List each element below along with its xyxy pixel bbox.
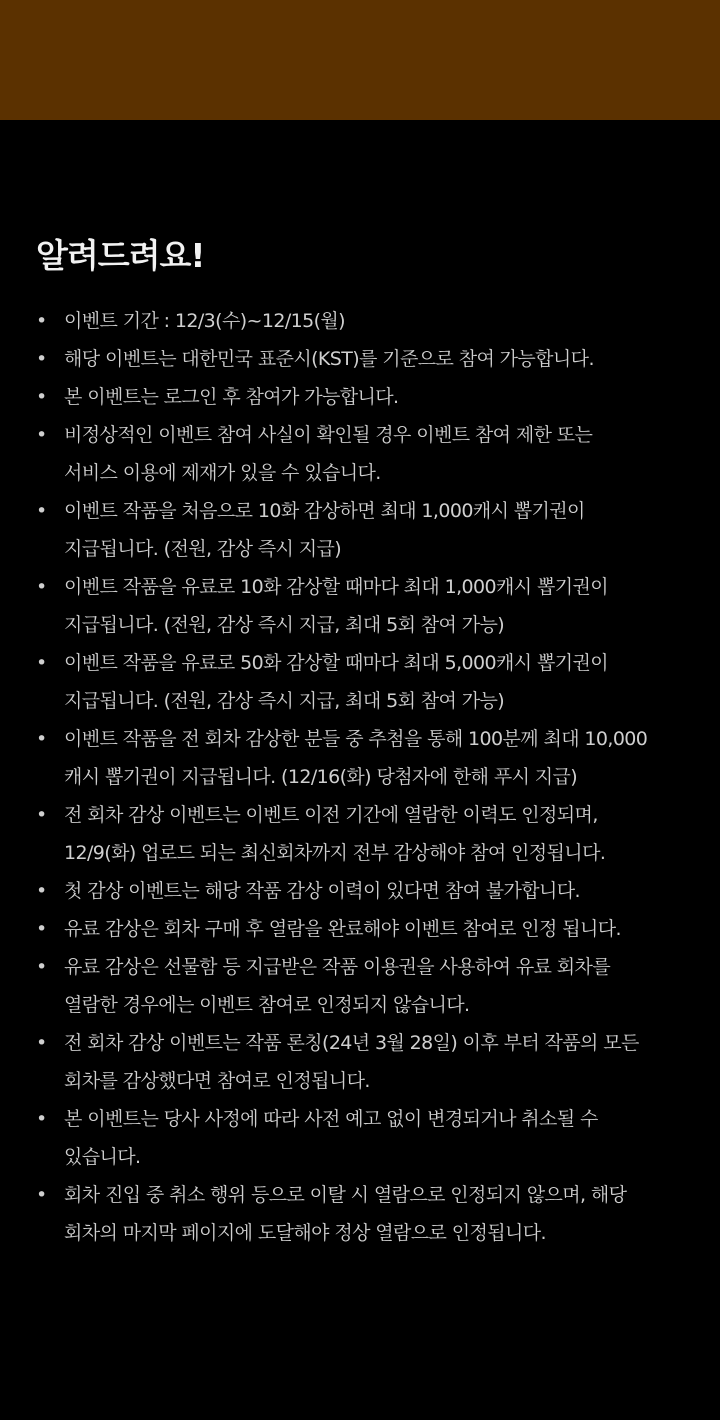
notice-item-text: 캐시 뽑기권이 지급됩니다. (12/16(화) 당첨자에 한해 푸시 지급) [64, 766, 578, 788]
bullet-icon: • [36, 310, 47, 332]
notice-item-text: 열람한 경우에는 이벤트 참여로 인정되지 않습니다. [64, 994, 470, 1016]
bullet-icon: • [36, 652, 47, 674]
notice-list [0, 302, 720, 1252]
notice-list-item [0, 1024, 720, 1100]
notice-item-text: 12/9(화) 업로드 되는 최신회차까지 전부 감상해야 참여 인정됩니다. [64, 842, 606, 864]
notice-list-item [0, 1176, 720, 1252]
notice-item-text: 비정상적인 이벤트 참여 사실이 확인될 경우 이벤트 참여 제한 또는 [64, 424, 593, 446]
notice-list-item [0, 644, 720, 720]
notice-item-text: 본 이벤트는 당사 사정에 따라 사전 예고 없이 변경되거나 취소될 수 [64, 1108, 598, 1130]
notice-item-text: 회차 진입 중 취소 행위 등으로 이탈 시 열람으로 인정되지 않으며, 해당 [64, 1184, 627, 1206]
bullet-icon: • [36, 1032, 47, 1054]
notice-list-item [0, 302, 720, 340]
notice-list-item [0, 340, 720, 378]
notice-item-text: 본 이벤트는 로그인 후 참여가 가능합니다. [64, 386, 399, 408]
notice-title: 알려드려요! [36, 236, 205, 275]
bullet-icon: • [36, 576, 47, 598]
notice-item-text: 해당 이벤트는 대한민국 표준시(KST)를 기준으로 참여 가능합니다. [64, 348, 594, 370]
bullet-icon: • [36, 424, 47, 446]
notice-list-item [0, 796, 720, 872]
notice-list-item [0, 948, 720, 1024]
notice-item-text: 지급됩니다. (전원, 감상 즉시 지급) [64, 538, 342, 560]
bullet-icon: • [36, 728, 47, 750]
notice-item-text: 첫 감상 이벤트는 해당 작품 감상 이력이 있다면 참여 불가합니다. [64, 880, 581, 902]
bullet-icon: • [36, 880, 47, 902]
notice-item-text: 서비스 이용에 제재가 있을 수 있습니다. [64, 462, 381, 484]
notice-item-text: 이벤트 작품을 처음으로 10화 감상하면 최대 1,000캐시 뽑기권이 [64, 500, 585, 522]
notice-list-item [0, 492, 720, 568]
notice-item-text: 지급됩니다. (전원, 감상 즉시 지급, 최대 5회 참여 가능) [64, 614, 505, 636]
bullet-icon: • [36, 386, 47, 408]
notice-section [0, 120, 720, 1420]
notice-list-item [0, 872, 720, 910]
bullet-icon: • [36, 348, 47, 370]
notice-list-item [0, 416, 720, 492]
bullet-icon: • [36, 1108, 47, 1130]
notice-item-text: 이벤트 작품을 전 회차 감상한 분들 중 추첨을 통해 100분께 최대 10,000 [64, 728, 648, 750]
notice-list-item [0, 568, 720, 644]
bullet-icon: • [36, 956, 47, 978]
notice-item-text: 회차를 감상했다면 참여로 인정됩니다. [64, 1070, 370, 1092]
notice-item-text: 이벤트 작품을 유료로 50화 감상할 때마다 최대 5,000캐시 뽑기권이 [64, 652, 608, 674]
notice-item-text: 전 회차 감상 이벤트는 작품 론칭(24년 3월 28일) 이후 부터 작품의 모든 [64, 1032, 639, 1054]
notice-item-text: 있습니다. [64, 1146, 141, 1168]
notice-list-item [0, 1100, 720, 1176]
notice-item-text: 이벤트 작품을 유료로 10화 감상할 때마다 최대 1,000캐시 뽑기권이 [64, 576, 608, 598]
bullet-icon: • [36, 500, 47, 522]
notice-item-text: 회차의 마지막 페이지에 도달해야 정상 열람으로 인정됩니다. [64, 1222, 546, 1244]
bullet-icon: • [36, 1184, 47, 1206]
notice-list-item [0, 720, 720, 796]
notice-item-text: 지급됩니다. (전원, 감상 즉시 지급, 최대 5회 참여 가능) [64, 690, 505, 712]
notice-list-item [0, 910, 720, 948]
notice-list-item [0, 378, 720, 416]
top-banner [0, 0, 720, 120]
notice-item-text: 이벤트 기간 : 12/3(수)~12/15(월) [64, 310, 345, 332]
bullet-icon: • [36, 804, 47, 826]
notice-item-text: 유료 감상은 회차 구매 후 열람을 완료해야 이벤트 참여로 인정 됩니다. [64, 918, 621, 940]
notice-item-text: 전 회차 감상 이벤트는 이벤트 이전 기간에 열람한 이력도 인정되며, [64, 804, 598, 826]
bullet-icon: • [36, 918, 47, 940]
notice-item-text: 유료 감상은 선물함 등 지급받은 작품 이용권을 사용하여 유료 회차를 [64, 956, 611, 978]
